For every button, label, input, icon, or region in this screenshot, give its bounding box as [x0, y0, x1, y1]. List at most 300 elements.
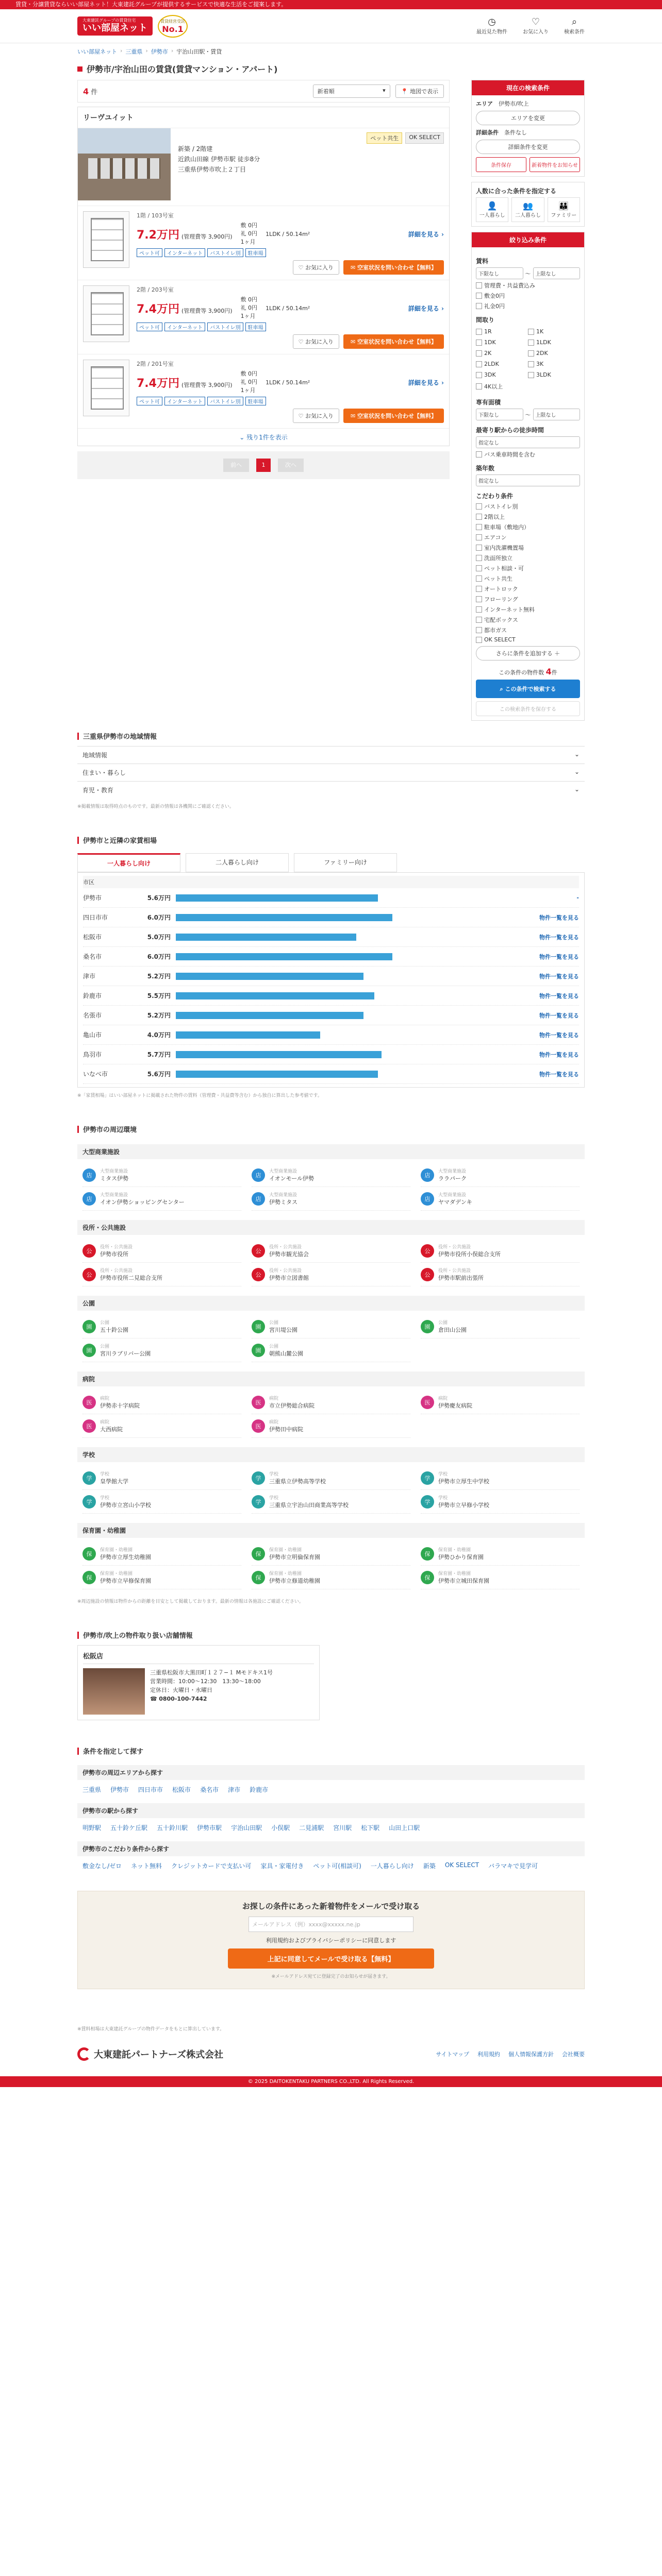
breadcrumb-item[interactable]: 三重県: [125, 48, 143, 55]
walk-select[interactable]: 指定なし: [476, 436, 580, 448]
facility-category-heading: 学校: [77, 1447, 585, 1462]
checkbox-include-fees[interactable]: 管理費・共益費込み: [476, 281, 580, 290]
room-price-value: 7.4万円: [137, 377, 179, 390]
facility-name: 伊勢赤十字病院: [100, 1402, 140, 1409]
rent-bar: [176, 934, 356, 941]
facility-text: [100, 1343, 151, 1358]
floor-area-range: [476, 409, 580, 420]
checkbox-kodawari[interactable]: ペット相談・可: [476, 564, 580, 572]
save-condition-button[interactable]: 条件保存: [476, 157, 526, 172]
rent-list-link[interactable]: 物件一覧を見る: [539, 1012, 579, 1019]
favorite-button[interactable]: [293, 260, 339, 275]
property-tags: [367, 132, 444, 144]
facility-name: 三重県立宇治山田商業高等学校: [269, 1502, 349, 1509]
facility-icon: 公: [252, 1268, 265, 1281]
layout-checkboxes: [476, 326, 580, 393]
show-more-link[interactable]: [78, 428, 449, 446]
facility-icon: 医: [252, 1396, 265, 1409]
facility-text: [100, 1167, 128, 1182]
current-conditions: [471, 80, 585, 177]
rent-row: [83, 1045, 579, 1064]
facility-type: 保育園・幼稚園: [269, 1548, 302, 1553]
store-name[interactable]: 松阪店: [83, 1651, 314, 1664]
facility-item[interactable]: [421, 1466, 580, 1490]
rent-list-link[interactable]: 物件一覧を見る: [539, 1071, 579, 1078]
facility-icon: 園: [252, 1320, 265, 1333]
area-link[interactable]: 津市: [228, 1786, 241, 1793]
facility-name: 伊勢市役所小俣総合支所: [438, 1251, 501, 1258]
checkbox-kodawari[interactable]: 都市ガス: [476, 626, 580, 634]
facility-icon: 医: [421, 1396, 434, 1409]
kodawari-checkboxes: [476, 502, 580, 643]
facility-text: [100, 1418, 123, 1433]
facility-type: 役所・公共施設: [269, 1245, 302, 1250]
room-fee: (管理費等 3,900円): [181, 233, 233, 240]
facility-type: 病院: [269, 1420, 279, 1425]
facility-text: [269, 1319, 297, 1334]
room-list: [78, 206, 449, 428]
tab-single[interactable]: 一人暮らし向け: [77, 853, 180, 872]
kodawari-link[interactable]: 家具・家電付き: [260, 1862, 304, 1870]
facility-grid: [77, 1311, 585, 1366]
rent-bar: [176, 953, 392, 960]
room-deposits: [241, 370, 258, 395]
facility-name: 伊勢市観光協会: [269, 1251, 309, 1258]
station-link[interactable]: 松下駅: [361, 1824, 380, 1832]
checkbox-kodawari[interactable]: 駐車場（敷地内）: [476, 523, 580, 531]
breadcrumb-item[interactable]: 伊勢市: [151, 48, 168, 55]
facility-item[interactable]: [252, 1414, 410, 1438]
nav-recent[interactable]: [476, 17, 507, 35]
breadcrumb-sep: ›: [120, 47, 123, 54]
rent-table-header: [83, 876, 579, 888]
checkbox-kodawari[interactable]: 宅配ボックス: [476, 616, 580, 624]
checkbox-kodawari[interactable]: 室内洗濯機置場: [476, 544, 580, 552]
facility-type: 保育園・幼稚園: [438, 1571, 471, 1577]
area-link[interactable]: 伊勢市: [110, 1786, 129, 1793]
checkbox-kodawari[interactable]: フローリング: [476, 595, 580, 603]
area-link[interactable]: 桑名市: [200, 1786, 219, 1793]
kodawari-link[interactable]: 敷金なし/ゼロ: [82, 1862, 122, 1870]
area-min-select[interactable]: 下限なし: [476, 409, 523, 420]
rent-list-link[interactable]: 物件一覧を見る: [539, 992, 579, 999]
accordion-living[interactable]: [77, 764, 585, 781]
kodawari-link[interactable]: ペット可(相談可): [313, 1862, 361, 1870]
facility-item[interactable]: [421, 1566, 580, 1589]
facility-icon: 学: [421, 1471, 434, 1485]
facility-text: [269, 1470, 326, 1485]
rent-city: 鈴鹿市: [83, 992, 102, 999]
facility-name: ヤマダデンキ: [438, 1199, 472, 1206]
facility-type: 病院: [100, 1420, 110, 1425]
inquiry-label: 空室状況を問い合わせ【無料】: [357, 338, 437, 345]
feature-badge: ペット可: [137, 397, 162, 405]
favorite-button[interactable]: [293, 409, 339, 423]
site-logo[interactable]: [77, 15, 188, 38]
rent-range: [476, 267, 580, 279]
breadcrumb-item[interactable]: いい部屋ネット: [77, 48, 117, 55]
logo-mark[interactable]: [77, 16, 153, 36]
facility-item[interactable]: [252, 1466, 410, 1490]
facility-category-heading: 大型商業施設: [77, 1144, 585, 1159]
nav-favorites[interactable]: [523, 17, 549, 35]
footer-link-company[interactable]: 会社概要: [562, 2051, 585, 2058]
store-body: [83, 1668, 314, 1715]
footer-link-sitemap[interactable]: サイトマップ: [436, 2051, 469, 2058]
property-access: 近鉄山田線 伊勢市駅 徒歩8分: [178, 156, 260, 163]
area-value: 伊勢市/吹上: [499, 100, 529, 107]
facility-item[interactable]: [252, 1315, 410, 1338]
detail-link[interactable]: [408, 304, 444, 313]
kodawari-link[interactable]: OK SELECT: [444, 1861, 479, 1869]
facility-item[interactable]: [82, 1187, 241, 1211]
rent-max-select[interactable]: 上限なし: [533, 267, 581, 279]
room-price-row: [137, 222, 444, 246]
footer-link-privacy[interactable]: 個人情報保護方針: [508, 2051, 554, 2058]
facility-type: 学校: [438, 1472, 448, 1477]
accordion-label: 地域情報: [82, 752, 108, 759]
footer-link-terms[interactable]: 利用規約: [477, 2051, 500, 2058]
heart-icon: ♡: [531, 16, 540, 27]
company-name: 大東建託パートナーズ株式会社: [94, 2049, 224, 2060]
search-button[interactable]: [476, 680, 580, 698]
checkbox-kodawari[interactable]: 2階以上: [476, 513, 580, 521]
tab-couple[interactable]: 二人暮らし向け: [186, 853, 289, 872]
checkbox-layout[interactable]: 2LDK: [476, 361, 528, 367]
station-link[interactable]: 五十鈴川駅: [157, 1824, 188, 1832]
facility-type: 保育園・幼稚園: [269, 1571, 302, 1577]
facility-item[interactable]: [252, 1542, 410, 1566]
rent-price: 5.7万円: [147, 1051, 171, 1058]
map-view-button[interactable]: [395, 84, 444, 98]
station-link[interactable]: 宇治山田駅: [231, 1824, 262, 1832]
more-conditions-button[interactable]: [476, 646, 580, 660]
facility-item[interactable]: [82, 1466, 241, 1490]
facility-item[interactable]: [82, 1490, 241, 1514]
area-link[interactable]: 三重県: [82, 1786, 102, 1793]
facility-item[interactable]: [82, 1263, 241, 1286]
rent-row: [83, 986, 579, 1006]
facility-item[interactable]: [82, 1338, 241, 1362]
station-link[interactable]: 小俣駅: [271, 1824, 290, 1832]
facility-item[interactable]: [252, 1391, 410, 1414]
station-link[interactable]: 山田上口駅: [389, 1824, 420, 1832]
facility-item[interactable]: [421, 1263, 580, 1286]
facility-text: [100, 1243, 133, 1258]
mail-icon: ✉: [350, 413, 357, 419]
facility-icon: 学: [82, 1471, 96, 1485]
footer-logo[interactable]: [77, 2047, 223, 2061]
map-view-label: 地図で表示: [410, 88, 438, 95]
chevron-right-icon: ›: [439, 304, 444, 312]
search-icon: ⌕: [571, 16, 577, 27]
station-link[interactable]: 伊勢市駅: [197, 1824, 222, 1832]
range-sep: 〜: [525, 411, 531, 418]
room-info: [137, 285, 444, 349]
checkbox-layout[interactable]: 2K: [476, 350, 528, 357]
area-condition: [476, 99, 580, 108]
facility-name: 伊勢市立早修保育園: [100, 1578, 151, 1584]
chevron-down-icon: ⌄: [574, 786, 580, 793]
store-details: [150, 1668, 273, 1715]
facility-item[interactable]: [82, 1414, 241, 1438]
property-name[interactable]: リーヴユイット: [78, 107, 449, 128]
facility-icon: 保: [421, 1571, 434, 1584]
checkbox-layout[interactable]: 1R: [476, 328, 528, 335]
mail-submit-button[interactable]: 上記に同意してメールで受け取る【無料】: [228, 1948, 434, 1969]
checkbox-kodawari[interactable]: OK SELECT: [476, 636, 580, 643]
checkbox-layout[interactable]: 4K以上: [476, 382, 528, 391]
facility-text: [438, 1191, 472, 1206]
inquiry-button[interactable]: [343, 409, 444, 423]
sort-value: 新着順: [317, 88, 335, 95]
kodawari-links: [77, 1856, 585, 1875]
detail-label: 詳細条件: [476, 129, 499, 136]
facility-text: [100, 1546, 151, 1561]
narrow-title: 絞り込み条件: [472, 232, 584, 247]
facility-item[interactable]: [252, 1338, 410, 1362]
detail-value: 条件なし: [504, 129, 527, 136]
store-tel[interactable]: 0800-100-7442: [159, 1696, 207, 1702]
checkbox-layout[interactable]: 2DK: [528, 350, 580, 357]
area-link[interactable]: 松阪市: [172, 1786, 191, 1793]
facility-type: 役所・公共施設: [269, 1268, 302, 1274]
facility-icon: 保: [421, 1547, 434, 1561]
kodawari-link[interactable]: 新築: [423, 1862, 436, 1870]
checkbox-layout[interactable]: 1DK: [476, 339, 528, 346]
checkbox-no-deposit[interactable]: 敷金0円: [476, 292, 580, 300]
facility-item[interactable]: [421, 1391, 580, 1414]
facility-text: [438, 1267, 484, 1282]
kodawari-link[interactable]: クレジットカードで支払い可: [171, 1862, 252, 1870]
chevron-down-icon: ▾: [383, 87, 386, 94]
detail-link[interactable]: [408, 230, 444, 239]
floor-plan-image[interactable]: [83, 211, 129, 268]
facility-icon: 保: [82, 1571, 96, 1584]
rent-row: [83, 1025, 579, 1045]
change-area-button[interactable]: エリアを変更: [476, 111, 580, 125]
facility-type: 大型商業施設: [269, 1193, 297, 1198]
facility-item[interactable]: [82, 1239, 241, 1263]
prev-page-button[interactable]: 前へ: [223, 459, 249, 472]
mail-signup: [77, 1891, 585, 1989]
facility-name: 皇學館大学: [100, 1478, 128, 1485]
facility-type: 役所・公共施設: [100, 1268, 133, 1274]
new-listing-notify-button[interactable]: 新着物件をお知らせ: [529, 157, 580, 172]
feature-badge: バストイレ別: [207, 323, 243, 331]
accordion-education[interactable]: [77, 781, 585, 799]
couple-button[interactable]: [511, 197, 544, 222]
checkbox-kodawari[interactable]: ペット共生: [476, 574, 580, 583]
room-features: [137, 397, 444, 405]
area-links-heading: 伊勢市の周辺エリアから探す: [77, 1765, 585, 1780]
facility-item[interactable]: [421, 1542, 580, 1566]
checkbox-layout[interactable]: 1LDK: [528, 339, 580, 346]
inquiry-button[interactable]: [343, 260, 444, 275]
inquiry-button[interactable]: [343, 334, 444, 349]
facility-text: [100, 1191, 185, 1206]
facility-text: [269, 1343, 303, 1358]
checkbox-layout[interactable]: 3DK: [476, 371, 528, 378]
sort-select[interactable]: [313, 84, 390, 98]
rent-list-link[interactable]: 物件一覧を見る: [539, 934, 579, 941]
family-button[interactable]: [548, 197, 580, 222]
facility-item[interactable]: [252, 1263, 410, 1286]
people-body: [472, 182, 584, 226]
facility-item[interactable]: [421, 1163, 580, 1187]
facility-item[interactable]: [421, 1239, 580, 1263]
layout-label: 間取り: [476, 316, 495, 324]
rent-list-link[interactable]: 物件一覧を見る: [539, 1031, 579, 1039]
room-key-money: 礼 0円: [240, 379, 258, 385]
property-type: 新築 / 2階建: [178, 145, 213, 152]
checkbox-kodawari[interactable]: オートロック: [476, 585, 580, 593]
mail-agree-text[interactable]: 利用規約およびプライバシーポリシーに同意します: [266, 1937, 396, 1944]
facility-item[interactable]: [252, 1490, 410, 1514]
station-link[interactable]: 明野駅: [82, 1824, 102, 1832]
facility-item[interactable]: [82, 1391, 241, 1414]
facility-name: 伊勢市立明倫保育園: [269, 1554, 320, 1561]
facility-type: 大型商業施設: [438, 1169, 467, 1174]
kodawari-link[interactable]: ネット無料: [131, 1862, 162, 1870]
accordion-area-info[interactable]: [77, 746, 585, 764]
station-link[interactable]: 二見浦駅: [299, 1824, 324, 1832]
mail-title: お探しの条件にあった新着物件をメールで受け取る: [242, 1902, 420, 1911]
email-input[interactable]: メールアドレス（例）xxxx@xxxxx.ne.jp: [249, 1917, 413, 1932]
room-layout: 1LDK / 50.14m²: [266, 304, 310, 312]
next-page-button[interactable]: 次へ: [278, 459, 304, 472]
facility-text: [438, 1395, 472, 1410]
checkbox-layout[interactable]: 3K: [528, 361, 580, 367]
facility-item[interactable]: [82, 1315, 241, 1338]
checkbox-kodawari[interactable]: エアコン: [476, 533, 580, 541]
area-links: [77, 1780, 585, 1799]
single-button[interactable]: [476, 197, 508, 222]
facility-text: [100, 1267, 162, 1282]
rent-list-link[interactable]: 物件一覧を見る: [539, 973, 579, 980]
facility-text: [269, 1243, 309, 1258]
facility-grid: [77, 1235, 585, 1291]
station-link[interactable]: 五十鈴ケ丘駅: [110, 1824, 148, 1832]
checkbox-kodawari[interactable]: インターネット無料: [476, 605, 580, 614]
facility-name: 伊勢ひかり保育園: [438, 1554, 484, 1561]
feature-badge: 駐車場: [245, 323, 266, 331]
rent-list-link[interactable]: 物件一覧を見る: [539, 914, 579, 921]
rent-compare-section: [0, 830, 662, 1119]
ok-select-tag: OK SELECT: [405, 132, 444, 144]
age-select[interactable]: 指定なし: [476, 474, 580, 486]
checkbox-kodawari[interactable]: 洗面所独立: [476, 554, 580, 562]
building-photo[interactable]: [78, 128, 171, 200]
facility-icon: 店: [421, 1192, 434, 1206]
single-label: 一人暮らし: [479, 213, 505, 218]
title-marker: [77, 66, 82, 72]
facility-type: 公園: [438, 1320, 448, 1326]
tab-family[interactable]: ファミリー向け: [294, 853, 397, 872]
logo-text: いい部屋ネット: [82, 23, 147, 33]
facility-item[interactable]: [252, 1239, 410, 1263]
facility-item[interactable]: [421, 1315, 580, 1338]
facility-item[interactable]: [252, 1187, 410, 1211]
floor-area-label: 専有面積: [476, 399, 501, 406]
result-count-unit: 件: [91, 88, 98, 96]
kodawari-link[interactable]: 一人暮らし向け: [370, 1862, 414, 1870]
area-link[interactable]: 鈴鹿市: [250, 1786, 269, 1793]
floor-plan-image[interactable]: [83, 360, 129, 416]
facility-text: [269, 1167, 314, 1182]
room-price-value: 7.4万円: [137, 302, 179, 316]
facility-type: 公園: [269, 1320, 279, 1326]
facility-item[interactable]: [421, 1490, 580, 1514]
facility-icon: 公: [82, 1268, 96, 1281]
checkbox-no-key-money[interactable]: 礼金0円: [476, 302, 580, 310]
breadcrumb: [0, 43, 662, 60]
facility-item[interactable]: [252, 1163, 410, 1187]
rent-min-select[interactable]: 下限なし: [476, 267, 523, 279]
phone-icon: ☎: [150, 1696, 157, 1702]
rent-table: [77, 872, 585, 1088]
facility-type: 大型商業施設: [100, 1169, 128, 1174]
facility-text: [438, 1470, 489, 1485]
favorite-button[interactable]: [293, 334, 339, 349]
rent-note: ※「家賃相場」はいい部屋ネットに掲載された物件の賃料（管理費・共益費等含む）から独自に算出した参考値です。: [77, 1093, 322, 1098]
facility-name: 伊勢市駅前出張所: [438, 1275, 484, 1281]
facility-item[interactable]: [82, 1542, 241, 1566]
page-current[interactable]: 1: [256, 459, 271, 472]
kodawari-link[interactable]: バラマキで見学可: [488, 1862, 538, 1870]
floor-plan-image[interactable]: [83, 285, 129, 342]
rent-compare-title: 伊勢市と近隣の家賃相場: [77, 830, 585, 850]
top-announcement: 賃貸・分譲賃貸ならいい部屋ネット！大東建託グループが提供するサービスで快適な生活をご提案します。: [0, 0, 662, 9]
checkbox-bus[interactable]: バス乗車時間を含む: [476, 450, 580, 459]
facility-text: [438, 1167, 467, 1182]
facility-name: 三重県立伊勢高等学校: [269, 1478, 326, 1485]
facility-item[interactable]: [421, 1187, 580, 1211]
footer-links: [436, 2050, 585, 2058]
narrow-conditions: [471, 232, 585, 721]
facility-category-heading: 公園: [77, 1296, 585, 1311]
rent-bar: [176, 914, 392, 921]
area-max-select[interactable]: 上限なし: [533, 409, 581, 420]
site-header: [0, 9, 662, 43]
facility-item[interactable]: [82, 1163, 241, 1187]
favorite-label: お気に入り: [305, 338, 334, 345]
facility-icon: 店: [252, 1192, 265, 1206]
chevron-right-icon: ›: [439, 230, 444, 238]
copyright: © 2025 DAITOKENTAKU PARTNERS CO.,LTD. All Rights Reserved.: [0, 2076, 662, 2087]
checkbox-kodawari[interactable]: バストイレ別: [476, 502, 580, 511]
rent-row: [83, 908, 579, 927]
area-link[interactable]: 四日市市: [138, 1786, 163, 1793]
checkbox-layout[interactable]: 3LDK: [528, 371, 580, 378]
detail-link[interactable]: [408, 378, 444, 387]
facility-item[interactable]: [82, 1566, 241, 1589]
station-link[interactable]: 宮川駅: [333, 1824, 352, 1832]
couple-icon: 👥: [523, 201, 533, 211]
family-icon: 👪: [558, 201, 569, 211]
rent-city: 伊勢市: [83, 894, 102, 902]
rent-list-link[interactable]: 物件一覧を見る: [539, 1051, 579, 1058]
badge-sub: 賃貸経営受託: [160, 19, 185, 24]
checkbox-layout[interactable]: 1K: [528, 328, 580, 335]
rent-list-link[interactable]: 物件一覧を見る: [539, 953, 579, 960]
nav-saved-search[interactable]: [564, 17, 585, 35]
facility-item[interactable]: [252, 1566, 410, 1589]
room-price: [137, 300, 233, 316]
facility-text: [269, 1570, 320, 1585]
save-search-button[interactable]: この検索条件を保存する: [476, 701, 580, 716]
change-detail-button[interactable]: 詳細条件を変更: [476, 140, 580, 154]
